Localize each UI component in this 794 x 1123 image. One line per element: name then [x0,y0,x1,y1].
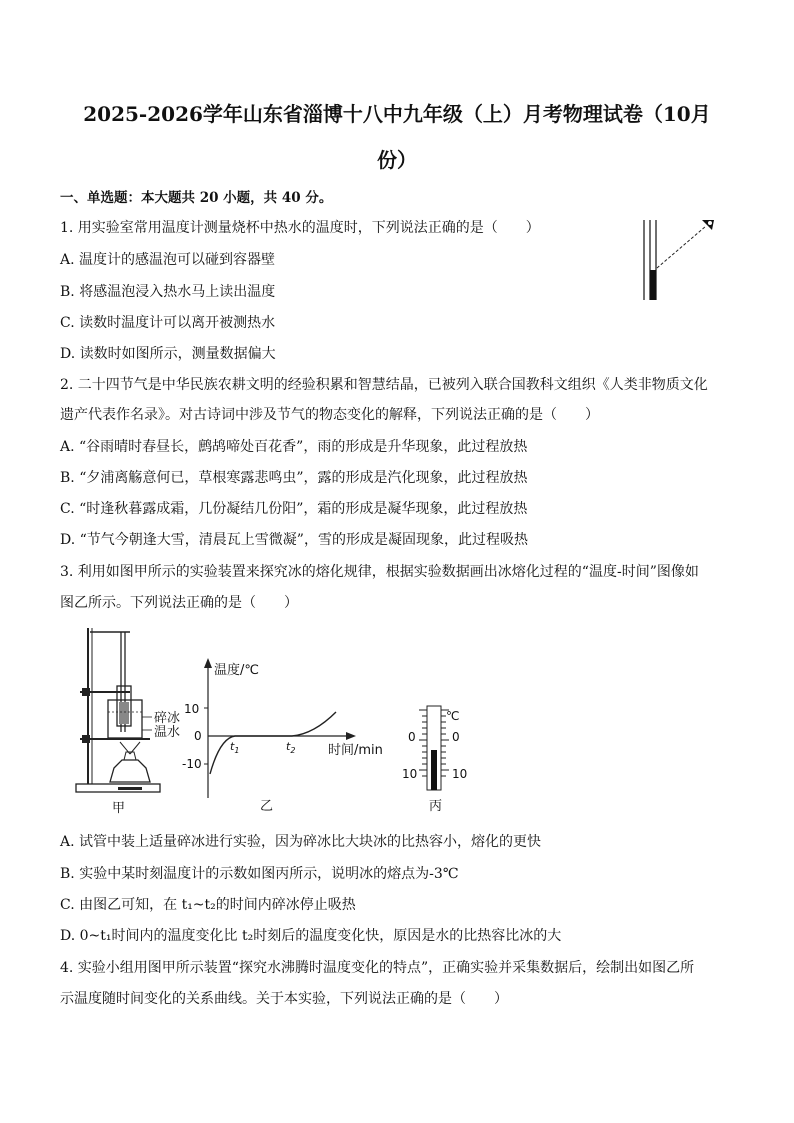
option-b: B. 将感温泡浸入热水马上读出温度 [60,284,276,300]
question-stem-line-1: 4. 实验小组用图甲所示装置“探究水沸腾时温度变化的特点”，正确实验并采集数据后，绘制出如图乙所 [60,960,695,976]
apparatus-figure-jia [76,628,180,816]
question-stem: 1. 用实验室常用温度计测量烧杯中热水的温度时，下列说法正确的是（ ） [60,220,540,236]
section-heading: 一、单选题：本大题共 20 小题，共 40 分。 [60,190,333,206]
figure-label-jia: 甲 [112,801,126,816]
thermometer-right-10: 10 [452,767,468,781]
chart-x-axis-label: 时间/min [328,743,383,758]
thermometer-right-0: 0 [452,730,460,744]
temperature-time-chart [182,658,383,814]
option-a: A. 试管中装上适量碎冰进行实验，因为碎冰比大块冰的比热容小，熔化的更快 [60,834,542,850]
label-crushed-ice: 碎冰 [154,711,181,726]
question-stem-line-1: 2. 二十四节气是中华民族农耕文明的经验积累和智慧结晶，已被列入联合国教科文组织《人类非物质文化 [60,377,708,393]
option-b: B. “夕浦离觞意何已，草根寒露悲鸣虫”，露的形成是汽化现象，此过程放热 [60,470,528,486]
title-line-2: 份） [377,148,417,172]
question-stem-line-2: 示温度随时间变化的关系曲线。关于本实验，下列说法正确的是（ ） [60,991,508,1007]
option-c: C. 读数时温度计可以离开被测热水 [60,315,276,331]
thermometer-reading-figure [636,212,728,304]
option-a: A. 温度计的感温泡可以碰到容器壁 [60,252,276,268]
chart-tick-neg10: -10 [182,757,202,771]
option-a: A. “谷雨晴时春昼长，鹧鸪啼处百花香”，雨的形成是升华现象，此过程放热 [60,439,528,455]
option-b: B. 实验中某时刻温度计的示数如图丙所示，说明冰的熔点为-3℃ [60,866,459,882]
option-d: D. 读数时如图所示，测量数据偏大 [60,346,276,362]
figure-label-yi: 乙 [260,799,274,814]
chart-t2-label: $t_2$ [286,740,296,755]
option-d: D. 0~t₁时间内的温度变化比 t₂时刻后的温度变化快，原因是水的比热容比冰的大 [60,928,562,944]
figure-label-bing: 丙 [429,799,443,814]
question-stem-line-2: 遗产代表作名录》。对古诗词中涉及节气的物态变化的解释，下列说法正确的是（ ） [60,407,599,423]
experiment-figure [70,622,490,818]
label-warm-water: 温水 [154,725,181,740]
thermometer-figure-bing [402,706,467,814]
chart-t1-label: $t_1$ [230,740,240,755]
thermometer-unit: ℃ [446,709,460,723]
title-line-1: 2025-2026学年山东省淄博十八中九年级（上）月考物理试卷（10月 [83,102,711,126]
option-d: D. “节气今朝逢大雪，清晨瓦上雪微凝”，雪的形成是凝固现象，此过程吸热 [60,532,528,548]
thermometer-left-0: 0 [408,730,416,744]
chart-tick-10: 10 [184,702,200,716]
question-stem-line-2: 图乙所示。下列说法正确的是（ ） [60,595,298,611]
thermometer-left-10: 10 [402,767,418,781]
option-c: C. “时逢秋暮露成霜，几份凝结几份阳”，霜的形成是凝华现象，此过程放热 [60,501,528,517]
option-c: C. 由图乙可知，在 t₁~t₂的时间内碎冰停止吸热 [60,897,356,913]
chart-y-axis-label: 温度/℃ [214,663,259,678]
chart-tick-0: 0 [194,729,202,743]
chart-curve [210,712,336,774]
question-stem-line-1: 3. 利用如图甲所示的实验装置来探究冰的熔化规律，根据实验数据画出冰熔化过程的“温度-时间”图像如 [60,564,699,580]
